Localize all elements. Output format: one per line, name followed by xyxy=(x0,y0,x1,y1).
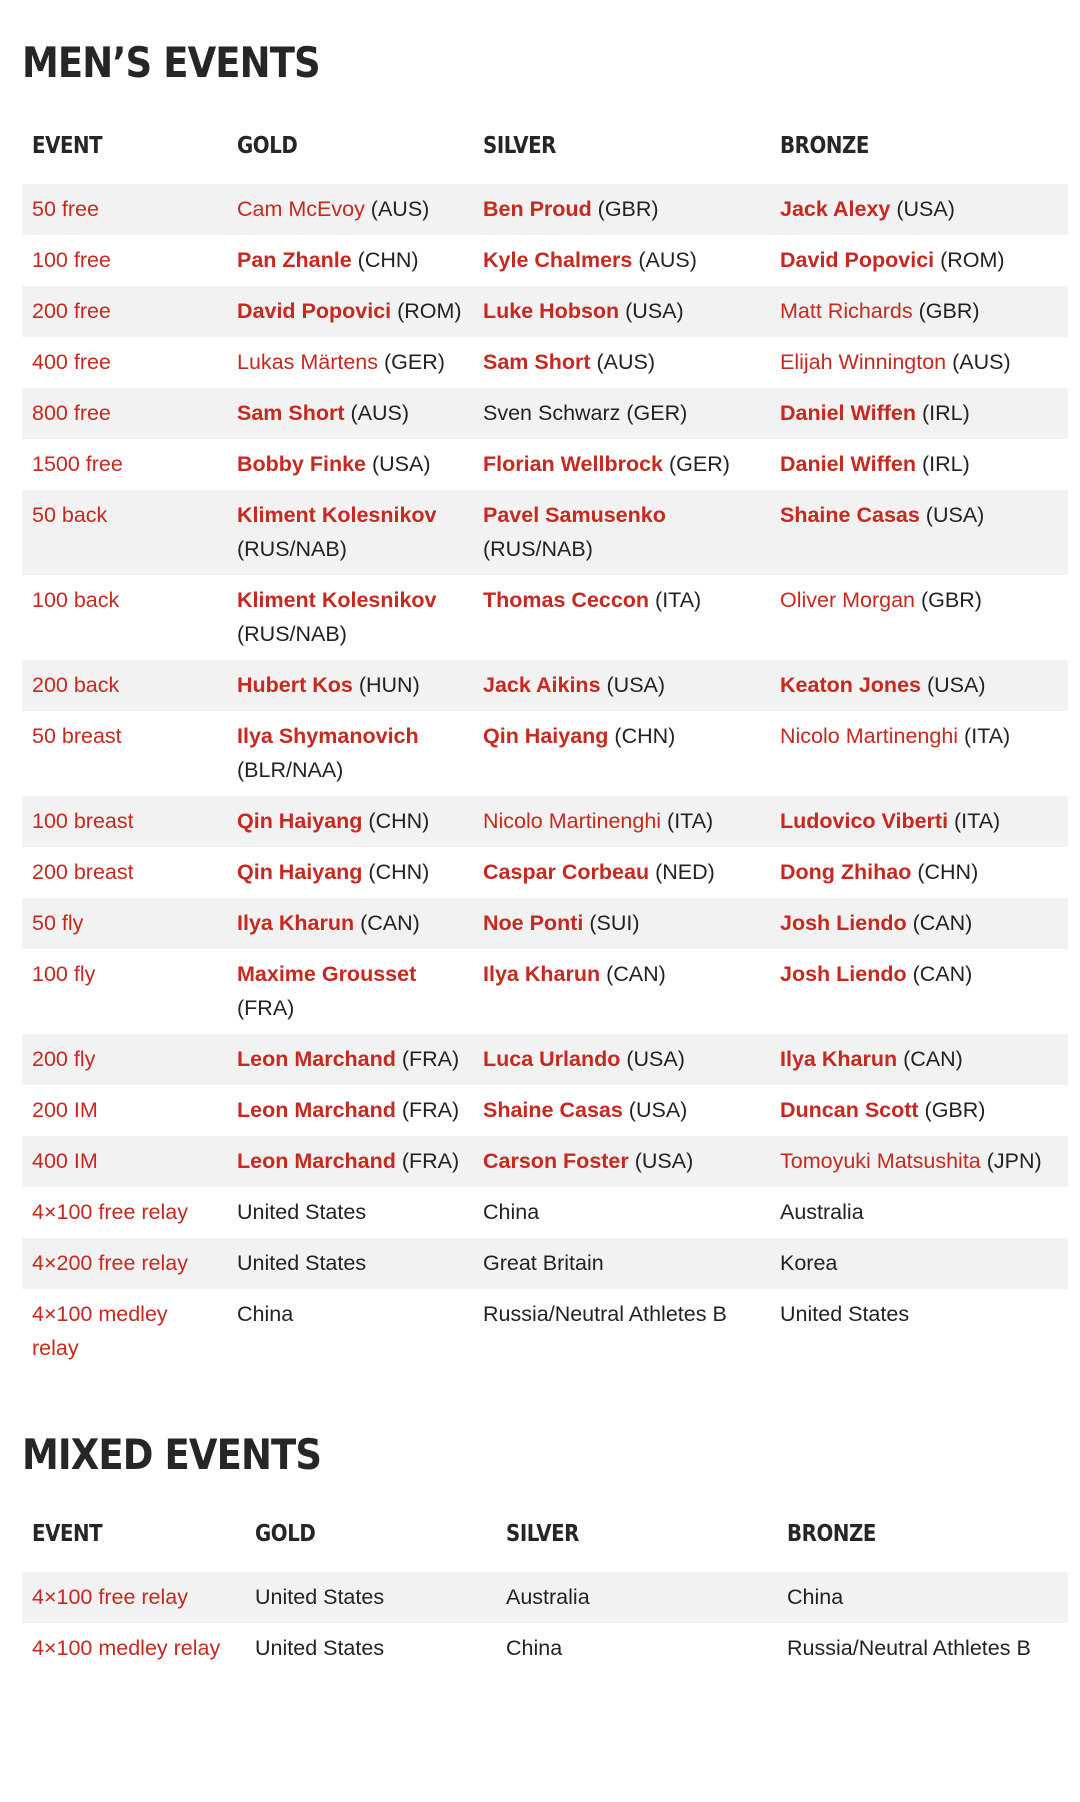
silver-country: (SUI) xyxy=(583,911,640,935)
gold-cell xyxy=(227,337,473,388)
bronze-country: (CHN) xyxy=(911,860,979,884)
bronze-cell xyxy=(770,388,1068,439)
bronze-athlete-link[interactable]: Dong Zhihao xyxy=(780,860,912,884)
event-link[interactable]: 50 fly xyxy=(32,911,84,935)
bronze-athlete-link[interactable]: Jack Alexy xyxy=(780,197,891,221)
bronze-athlete-link[interactable]: Matt Richards xyxy=(780,299,913,323)
bronze-cell xyxy=(770,711,1068,796)
header-silver-label: SILVER xyxy=(483,133,556,159)
men-events-table xyxy=(22,108,1068,1374)
table-row xyxy=(22,337,1068,388)
bronze-cell xyxy=(777,1572,1068,1623)
bronze-cell xyxy=(770,796,1068,847)
table-row xyxy=(22,847,1068,898)
bronze-athlete-link[interactable]: David Popovici xyxy=(780,248,935,272)
silver-cell xyxy=(473,575,770,660)
gold-name: United States xyxy=(255,1585,385,1609)
bronze-athlete-link[interactable]: Josh Liendo xyxy=(780,962,907,986)
gold-cell xyxy=(227,1187,473,1238)
table-row xyxy=(22,575,1068,660)
gold-athlete-link[interactable]: Maxime Grousset xyxy=(237,962,417,986)
silver-name: Russia/Neutral Athletes B xyxy=(483,1302,727,1326)
bronze-country: (JPN) xyxy=(980,1149,1042,1173)
header-event-label: EVENT xyxy=(32,1521,103,1547)
gold-country: (FRA) xyxy=(395,1149,460,1173)
header-gold xyxy=(245,1496,496,1572)
bronze-country: (IRL) xyxy=(915,452,970,476)
table-row xyxy=(22,1136,1068,1187)
event-link[interactable]: 4×100 free relay xyxy=(32,1200,188,1224)
bronze-country: (GBR) xyxy=(915,588,982,612)
silver-country: (AUS) xyxy=(590,350,656,374)
silver-cell xyxy=(473,286,770,337)
silver-athlete-link[interactable]: Luke Hobson xyxy=(483,299,620,323)
silver-country: (AUS) xyxy=(632,248,697,272)
gold-athlete-link[interactable]: Kliment Kolesnikov xyxy=(237,588,437,612)
silver-name: Great Britain xyxy=(483,1251,604,1275)
bronze-athlete-link[interactable]: Elijah Winnington xyxy=(780,350,947,374)
event-link[interactable]: 200 fly xyxy=(32,1047,96,1071)
event-cell xyxy=(22,1572,245,1623)
bronze-athlete-link[interactable]: Josh Liendo xyxy=(780,911,907,935)
bronze-athlete-link[interactable]: Oliver Morgan xyxy=(780,588,916,612)
header-bronze xyxy=(770,108,1068,184)
gold-country: (ROM) xyxy=(391,299,462,323)
silver-athlete-link[interactable]: Kyle Chalmers xyxy=(483,248,633,272)
table-row xyxy=(22,1238,1068,1289)
event-cell xyxy=(22,337,227,388)
bronze-country: (CAN) xyxy=(897,1047,963,1071)
silver-cell xyxy=(473,1136,770,1187)
gold-athlete-link[interactable]: Pan Zhanle xyxy=(237,248,352,272)
table-row xyxy=(22,388,1068,439)
event-cell xyxy=(22,1289,227,1374)
silver-country: (USA) xyxy=(620,1047,685,1071)
header-event-label: EVENT xyxy=(32,133,103,159)
gold-country: (FRA) xyxy=(237,996,295,1020)
silver-country: (USA) xyxy=(628,1149,694,1173)
silver-athlete-link[interactable]: Luca Urlando xyxy=(483,1047,621,1071)
bronze-name: China xyxy=(787,1585,844,1609)
event-cell xyxy=(22,184,227,235)
event-cell xyxy=(22,1085,227,1136)
bronze-cell xyxy=(770,439,1068,490)
header-silver xyxy=(496,1496,777,1572)
event-link[interactable]: 200 back xyxy=(32,673,120,697)
gold-athlete-link[interactable]: Bobby Finke xyxy=(237,452,367,476)
bronze-athlete-link[interactable]: Ludovico Viberti xyxy=(780,809,949,833)
bronze-athlete-link[interactable]: Daniel Wiffen xyxy=(780,401,916,425)
silver-country: (GER) xyxy=(663,452,730,476)
silver-cell xyxy=(473,1238,770,1289)
header-bronze-label: BRONZE xyxy=(780,133,869,159)
gold-country: (HUN) xyxy=(352,673,420,697)
mixed-events-table xyxy=(22,1496,1068,1674)
bronze-athlete-link[interactable]: Nicolo Martinenghi xyxy=(780,724,959,748)
bronze-country: (ITA) xyxy=(948,809,1001,833)
bronze-cell xyxy=(770,575,1068,660)
silver-name: China xyxy=(483,1200,540,1224)
event-cell xyxy=(22,1623,245,1674)
silver-athlete-link[interactable]: Noe Ponti xyxy=(483,911,584,935)
silver-cell xyxy=(473,1034,770,1085)
table-header-row xyxy=(22,108,1068,184)
table-row xyxy=(22,1623,1068,1674)
table-row xyxy=(22,235,1068,286)
gold-cell xyxy=(227,1238,473,1289)
bronze-cell xyxy=(770,235,1068,286)
silver-country: (USA) xyxy=(600,673,666,697)
silver-name: Sven Schwarz xyxy=(483,401,621,425)
silver-country: (GBR) xyxy=(591,197,659,221)
gold-athlete-link[interactable]: Kliment Kolesnikov xyxy=(237,503,437,527)
silver-country: (USA) xyxy=(622,1098,688,1122)
gold-cell xyxy=(227,1136,473,1187)
gold-country: (CHN) xyxy=(351,248,419,272)
event-cell xyxy=(22,1238,227,1289)
event-cell xyxy=(22,847,227,898)
bronze-country: (ITA) xyxy=(958,724,1011,748)
silver-athlete-link[interactable]: Pavel Samusenko xyxy=(483,503,666,527)
bronze-cell xyxy=(770,1289,1068,1374)
gold-athlete-link[interactable]: David Popovici xyxy=(237,299,392,323)
bronze-cell xyxy=(770,286,1068,337)
silver-country: (CAN) xyxy=(600,962,666,986)
header-event xyxy=(22,108,227,184)
header-gold xyxy=(227,108,473,184)
bronze-athlete-link[interactable]: Keaton Jones xyxy=(780,673,921,697)
gold-cell xyxy=(227,1289,473,1374)
event-link[interactable]: 4×100 free relay xyxy=(32,1585,188,1609)
silver-athlete-link[interactable]: Thomas Ceccon xyxy=(483,588,650,612)
event-link[interactable]: 1500 free xyxy=(32,452,123,476)
gold-athlete-link[interactable]: Cam McEvoy xyxy=(237,197,365,221)
men-events-title: MEN’S EVENTS xyxy=(22,38,320,87)
mixed-events-body xyxy=(22,1572,1068,1674)
gold-country: (FRA) xyxy=(395,1047,460,1071)
gold-cell xyxy=(227,286,473,337)
gold-country: (CAN) xyxy=(354,911,420,935)
bronze-country: (USA) xyxy=(920,673,986,697)
gold-cell xyxy=(227,898,473,949)
gold-cell xyxy=(227,1085,473,1136)
event-cell xyxy=(22,286,227,337)
gold-athlete-link[interactable]: Ilya Shymanovich xyxy=(237,724,419,748)
table-row xyxy=(22,1085,1068,1136)
event-link[interactable]: 50 breast xyxy=(32,724,122,748)
silver-cell xyxy=(473,184,770,235)
silver-athlete-link[interactable]: Jack Aikins xyxy=(483,673,601,697)
bronze-cell xyxy=(770,337,1068,388)
gold-cell xyxy=(227,1034,473,1085)
gold-country: (BLR/NAA) xyxy=(237,758,344,782)
bronze-country: (GBR) xyxy=(912,299,980,323)
gold-name: United States xyxy=(255,1636,385,1660)
bronze-name: Russia/Neutral Athletes B xyxy=(787,1636,1031,1660)
silver-cell xyxy=(473,660,770,711)
table-row xyxy=(22,490,1068,575)
silver-cell xyxy=(473,235,770,286)
silver-cell xyxy=(473,388,770,439)
event-cell xyxy=(22,1136,227,1187)
gold-name: United States xyxy=(237,1251,367,1275)
table-row xyxy=(22,1289,1068,1374)
silver-cell xyxy=(473,898,770,949)
bronze-cell xyxy=(770,1085,1068,1136)
table-row xyxy=(22,711,1068,796)
header-event xyxy=(22,1496,245,1572)
silver-country: (CHN) xyxy=(608,724,676,748)
silver-cell xyxy=(473,1289,770,1374)
table-row xyxy=(22,660,1068,711)
event-cell xyxy=(22,898,227,949)
event-cell xyxy=(22,388,227,439)
gold-country: (USA) xyxy=(366,452,431,476)
gold-country: (CHN) xyxy=(362,809,430,833)
bronze-name: Australia xyxy=(780,1200,864,1224)
event-link[interactable]: 200 breast xyxy=(32,860,134,884)
silver-athlete-link[interactable]: Ben Proud xyxy=(483,197,592,221)
gold-athlete-link[interactable]: Leon Marchand xyxy=(237,1149,396,1173)
gold-cell xyxy=(227,711,473,796)
header-silver-label: SILVER xyxy=(506,1521,579,1547)
silver-country: (ITA) xyxy=(661,809,714,833)
event-link[interactable]: 400 free xyxy=(32,350,111,374)
bronze-country: (IRL) xyxy=(915,401,970,425)
silver-athlete-link[interactable]: Sam Short xyxy=(483,350,591,374)
event-link[interactable]: 4×200 free relay xyxy=(32,1251,188,1275)
gold-cell xyxy=(227,439,473,490)
silver-name: Australia xyxy=(506,1585,590,1609)
event-cell xyxy=(22,1034,227,1085)
event-cell xyxy=(22,235,227,286)
bronze-country: (ROM) xyxy=(934,248,1005,272)
header-bronze xyxy=(777,1496,1068,1572)
gold-country: (RUS/NAB) xyxy=(237,622,347,646)
silver-country: (NED) xyxy=(649,860,715,884)
gold-athlete-link[interactable]: Qin Haiyang xyxy=(237,809,363,833)
event-link[interactable]: 100 free xyxy=(32,248,111,272)
bronze-country: (USA) xyxy=(890,197,955,221)
bronze-athlete-link[interactable]: Ilya Kharun xyxy=(780,1047,898,1071)
table-row xyxy=(22,1572,1068,1623)
silver-athlete-link[interactable]: Qin Haiyang xyxy=(483,724,609,748)
bronze-cell xyxy=(770,898,1068,949)
gold-country: (RUS/NAB) xyxy=(237,537,347,561)
gold-cell xyxy=(227,388,473,439)
gold-cell xyxy=(245,1623,496,1674)
bronze-name: Korea xyxy=(780,1251,838,1275)
event-link[interactable]: 100 breast xyxy=(32,809,134,833)
bronze-cell xyxy=(770,847,1068,898)
silver-cell xyxy=(473,439,770,490)
event-cell xyxy=(22,575,227,660)
silver-country: (ITA) xyxy=(649,588,702,612)
bronze-cell xyxy=(770,184,1068,235)
event-link[interactable]: 100 back xyxy=(32,588,120,612)
gold-cell xyxy=(227,184,473,235)
event-cell xyxy=(22,949,227,1034)
bronze-cell xyxy=(770,660,1068,711)
gold-cell xyxy=(227,660,473,711)
event-link[interactable]: 4×100 medley relay xyxy=(32,1302,168,1360)
event-link[interactable]: 200 IM xyxy=(32,1098,98,1122)
table-row xyxy=(22,796,1068,847)
bronze-cell xyxy=(770,1136,1068,1187)
bronze-cell xyxy=(770,949,1068,1034)
silver-cell xyxy=(473,1187,770,1238)
gold-athlete-link[interactable]: Qin Haiyang xyxy=(237,860,363,884)
event-cell xyxy=(22,660,227,711)
silver-cell xyxy=(473,337,770,388)
gold-athlete-link[interactable]: Hubert Kos xyxy=(237,673,353,697)
gold-cell xyxy=(245,1572,496,1623)
bronze-country: (AUS) xyxy=(946,350,1011,374)
gold-athlete-link[interactable]: Ilya Kharun xyxy=(237,911,355,935)
event-link[interactable]: 50 back xyxy=(32,503,108,527)
silver-cell xyxy=(473,711,770,796)
mixed-events-title: MIXED EVENTS xyxy=(22,1430,322,1479)
bronze-athlete-link[interactable]: Shaine Casas xyxy=(780,503,920,527)
gold-athlete-link[interactable]: Lukas Märtens xyxy=(237,350,379,374)
header-silver xyxy=(473,108,770,184)
gold-cell xyxy=(227,949,473,1034)
gold-country: (FRA) xyxy=(395,1098,460,1122)
bronze-cell xyxy=(770,1187,1068,1238)
gold-cell xyxy=(227,235,473,286)
bronze-athlete-link[interactable]: Duncan Scott xyxy=(780,1098,919,1122)
gold-cell xyxy=(227,847,473,898)
silver-athlete-link[interactable]: Carson Foster xyxy=(483,1149,629,1173)
gold-country: (GER) xyxy=(378,350,445,374)
bronze-cell xyxy=(770,490,1068,575)
header-gold-label: GOLD xyxy=(255,1521,316,1547)
event-link[interactable]: 400 IM xyxy=(32,1149,98,1173)
silver-cell xyxy=(473,949,770,1034)
bronze-cell xyxy=(770,1034,1068,1085)
gold-name: United States xyxy=(237,1200,367,1224)
silver-cell xyxy=(473,796,770,847)
silver-name: China xyxy=(506,1636,563,1660)
gold-cell xyxy=(227,575,473,660)
gold-cell xyxy=(227,490,473,575)
bronze-country: (CAN) xyxy=(906,962,973,986)
silver-athlete-link[interactable]: Ilya Kharun xyxy=(483,962,601,986)
silver-athlete-link[interactable]: Florian Wellbrock xyxy=(483,452,663,476)
silver-country: (RUS/NAB) xyxy=(483,537,593,561)
bronze-country: (GBR) xyxy=(918,1098,986,1122)
men-events-body xyxy=(22,184,1068,1374)
table-row xyxy=(22,898,1068,949)
silver-cell xyxy=(473,490,770,575)
bronze-country: (CAN) xyxy=(906,911,973,935)
event-cell xyxy=(22,490,227,575)
silver-athlete-link[interactable]: Nicolo Martinenghi xyxy=(483,809,662,833)
table-row xyxy=(22,949,1068,1034)
header-gold-label: GOLD xyxy=(237,133,298,159)
silver-country: (USA) xyxy=(619,299,684,323)
event-link[interactable]: 200 free xyxy=(32,299,111,323)
event-cell xyxy=(22,711,227,796)
event-link[interactable]: 50 free xyxy=(32,197,99,221)
silver-athlete-link[interactable]: Shaine Casas xyxy=(483,1098,623,1122)
gold-athlete-link[interactable]: Sam Short xyxy=(237,401,345,425)
table-row xyxy=(22,439,1068,490)
silver-cell xyxy=(473,1085,770,1136)
bronze-cell xyxy=(777,1623,1068,1674)
silver-cell xyxy=(496,1572,777,1623)
bronze-name: United States xyxy=(780,1302,910,1326)
event-cell xyxy=(22,796,227,847)
bronze-country: (USA) xyxy=(919,503,985,527)
bronze-cell xyxy=(770,1238,1068,1289)
table-header-row xyxy=(22,1496,1068,1572)
event-link[interactable]: 4×100 medley relay xyxy=(32,1636,221,1660)
gold-country: (CHN) xyxy=(362,860,430,884)
header-bronze-label: BRONZE xyxy=(787,1521,876,1547)
table-row xyxy=(22,184,1068,235)
gold-athlete-link[interactable]: Leon Marchand xyxy=(237,1047,396,1071)
bronze-athlete-link[interactable]: Tomoyuki Matsushita xyxy=(780,1149,981,1173)
event-cell xyxy=(22,439,227,490)
event-link[interactable]: 100 fly xyxy=(32,962,96,986)
table-row xyxy=(22,286,1068,337)
silver-athlete-link[interactable]: Caspar Corbeau xyxy=(483,860,650,884)
bronze-athlete-link[interactable]: Daniel Wiffen xyxy=(780,452,916,476)
table-row xyxy=(22,1034,1068,1085)
table-row xyxy=(22,1187,1068,1238)
event-link[interactable]: 800 free xyxy=(32,401,111,425)
gold-country: (AUS) xyxy=(344,401,410,425)
gold-athlete-link[interactable]: Leon Marchand xyxy=(237,1098,396,1122)
silver-cell xyxy=(496,1623,777,1674)
silver-cell xyxy=(473,847,770,898)
silver-country: (GER) xyxy=(620,401,688,425)
gold-cell xyxy=(227,796,473,847)
event-cell xyxy=(22,1187,227,1238)
gold-country: (AUS) xyxy=(364,197,430,221)
gold-name: China xyxy=(237,1302,294,1326)
